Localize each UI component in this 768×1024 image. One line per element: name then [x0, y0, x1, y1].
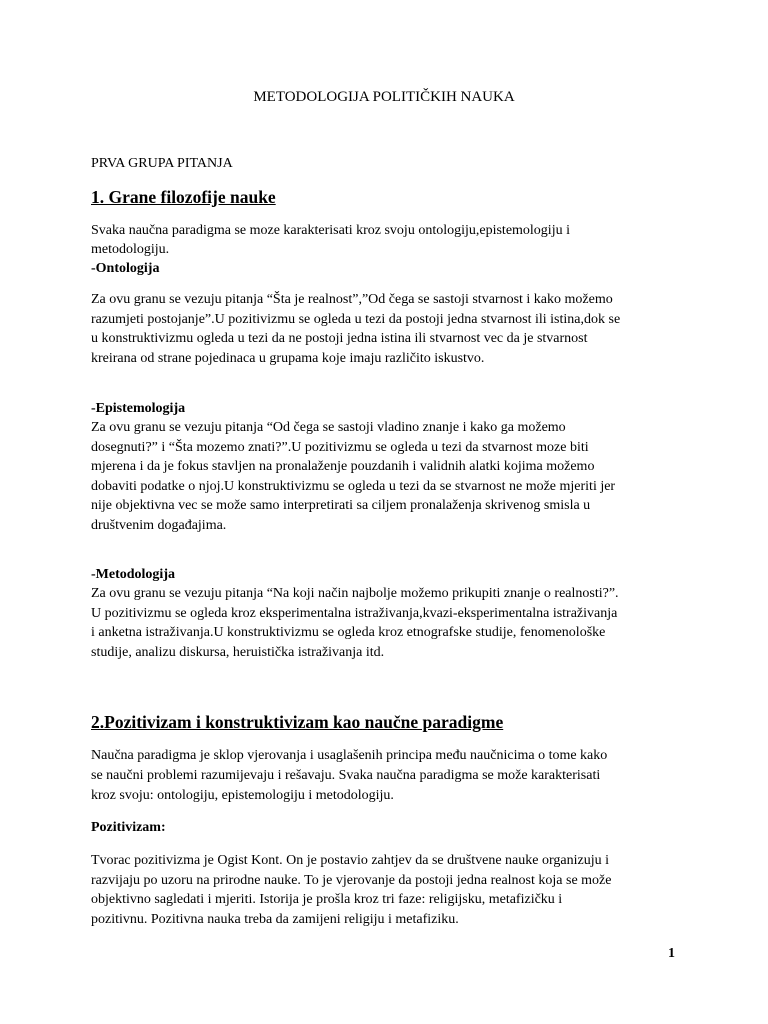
epistemologija-line: društvenim događajima.: [91, 518, 227, 533]
pozitivizam-line: Tvorac pozitivizma je Ogist Kont. On je postavio zahtjev da se društvene nauke organizuju i: [91, 853, 609, 868]
metodologija-line: i anketna istraživanja.U konstruktivizmu se ogleda kroz etnografske studije, fenomenološke: [91, 625, 606, 640]
s2-intro-line: se naučni problemi razumijevaju i rešavaju. Svaka naučna paradigma se može karakterisati: [91, 768, 601, 783]
pozitivizam-label: Pozitivizam:: [91, 820, 166, 835]
document-title: METODOLOGIJA POLITIČKIH NAUKA: [253, 89, 515, 105]
metodologija-label: -Metodologija: [91, 567, 175, 582]
epistemologija-line: mjerena i da je fokus stavljen na pronalaženje pouzdanih i validnih alatki kojima možemo: [91, 459, 595, 474]
epistemologija-line: Za ovu granu se vezuju pitanja “Od čega se sastoji vladino znanje i kako ga možemo: [91, 420, 566, 435]
section-2-heading: 2.Pozitivizam i konstruktivizam kao naučne paradigme: [91, 712, 504, 732]
epistemologija-label: -Epistemologija: [91, 401, 186, 416]
metodologija-line: studije, analizu diskursa, heruistička istraživanja itd.: [91, 645, 385, 660]
epistemologija-line: nije objektivna vec se može samo interpretirati sa ciljem pronalaženja skrivenog smisla u: [91, 498, 591, 513]
ontologija-line: u konstruktivizmu ogleda u tezi da ne postoji jedna istina ili stvarnost vec da je stvarnost: [91, 331, 588, 346]
ontologija-line: kreirana od strane pojedinaca u grupama koje imaju različito iskustvo.: [91, 351, 485, 366]
pozitivizam-line: objektivno sagledati i mjeriti. Istorija je prošla kroz tri faze: religijsku, metafizičku i: [91, 892, 563, 907]
s2-intro-line: kroz svoju: ontologiju, epistemologiju i metodologiju.: [91, 788, 394, 803]
ontologija-label: -Ontologija: [91, 261, 160, 276]
s2-intro-line: Naučna paradigma je sklop vjerovanja i usaglašenih principa među naučnicima o tome kako: [91, 748, 608, 763]
epistemologija-line: dobaviti podatke o njoj.U konstruktivizmu se ogleda u tezi da se stvarnost ne može mjeriti jer: [91, 479, 616, 494]
pozitivizam-line: razvijaju po uzoru na prirodne nauke. To je vjerovanje da postoji jedna realnost koja se može: [91, 873, 612, 888]
s1-intro-line: Svaka naučna paradigma se moze karakterisati kroz svoju ontologiju,epistemologiju i: [91, 223, 570, 238]
pozitivizam-line: pozitivnu. Pozitivna nauka treba da zamijeni religiju i metafiziku.: [91, 912, 459, 927]
ontologija-line: Za ovu granu se vezuju pitanja “Šta je realnost”,”Od čega se sastoji stvarnost i kako možemo: [91, 292, 613, 307]
epistemologija-line: dosegnuti?” i “Šta mozemo znati?”.U pozitivizmu se ogleda u tezi da stvarnost moze biti: [91, 440, 589, 455]
ontologija-line: razumjeti postojanje”.U pozitivizmu se ogleda u tezi da postoji jedna stvarnost ili istina,dok se: [91, 312, 621, 327]
group-heading: PRVA GRUPA PITANJA: [91, 156, 233, 171]
page-number: 1: [668, 946, 675, 961]
metodologija-line: U pozitivizmu se ogleda kroz eksperimentalna istraživanja,kvazi-eksperimentalna istraživanja: [91, 606, 618, 621]
s1-intro-line: metodologiju.: [91, 242, 170, 257]
metodologija-line: Za ovu granu se vezuju pitanja “Na koji način najbolje možemo prikupiti znanje o realnosti?”.: [91, 586, 619, 601]
section-1-heading: 1. Grane filozofije nauke: [91, 187, 276, 207]
